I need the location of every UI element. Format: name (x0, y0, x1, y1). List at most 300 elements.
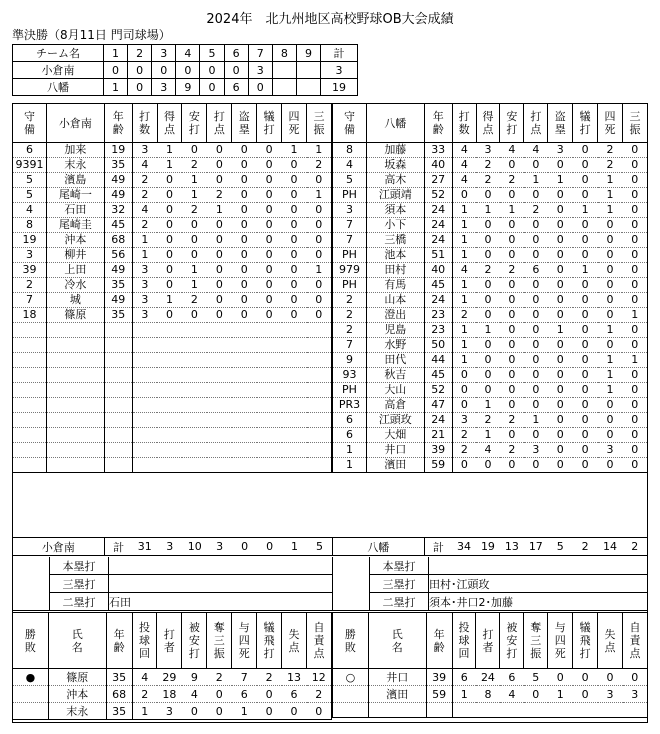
cell-sac: 0 (257, 173, 282, 188)
cell-pos: 2 (13, 278, 47, 293)
cell-r: 0 (476, 308, 500, 323)
inning-9: 9 (296, 45, 320, 62)
cell-sb: 1 (548, 323, 573, 338)
cell-r (157, 413, 182, 428)
cell-name (46, 398, 104, 413)
totals-label: 計 (424, 538, 452, 556)
cell-h: 0 (182, 143, 207, 158)
cell-name (46, 323, 104, 338)
cell-ab: 0 (452, 398, 476, 413)
cell-sac: 0 (257, 248, 282, 263)
pitching-rows-home (333, 669, 648, 718)
cell-bb: 0 (282, 278, 307, 293)
cell-pos: 4 (13, 203, 47, 218)
cell-bb (282, 368, 307, 383)
cell-rbi: 2 (207, 188, 232, 203)
cell-name: 冷水 (46, 278, 104, 293)
cell-result: ○ (333, 669, 369, 686)
cell-ab: 3 (132, 308, 157, 323)
cell-so: 0 (622, 248, 647, 263)
cell-ab (132, 368, 157, 383)
cell-name: 柳井 (46, 248, 104, 263)
cell-age: 40 (424, 263, 452, 278)
header-sacrifices: 犠飛打 (573, 613, 598, 669)
cell-so: 2 (207, 669, 232, 686)
cell-age: 35 (104, 278, 132, 293)
cell-pos: 5 (13, 188, 47, 203)
triple-label: 三塁打 (370, 575, 429, 593)
cell-rbi: 0 (524, 218, 548, 233)
home-run-label: 本塁打 (50, 557, 109, 575)
cell-h: 4 (500, 686, 524, 703)
cell-r (157, 428, 182, 443)
cell-h (182, 398, 207, 413)
table-row (13, 308, 332, 323)
cell-pos: PH (333, 278, 367, 293)
cell-h: 0 (500, 248, 524, 263)
table-row (333, 293, 648, 308)
cell-sac: 0 (257, 158, 282, 173)
cell-bb: 0 (282, 248, 307, 263)
cell-r: 1 (476, 323, 500, 338)
cell-pos: 9391 (13, 158, 47, 173)
cell-sac: 0 (257, 308, 282, 323)
cell-r (157, 368, 182, 383)
table-row (333, 158, 648, 173)
triple-value (109, 575, 333, 593)
cell-sb: 0 (548, 248, 573, 263)
cell-pos: 2 (333, 323, 367, 338)
cell-h (182, 353, 207, 368)
cell-sac: 0 (573, 158, 598, 173)
header-team: 小倉南 (46, 104, 104, 143)
totals-strikeouts: 5 (307, 538, 332, 556)
cell-sb: 0 (548, 443, 573, 458)
cell-sac: 0 (573, 368, 598, 383)
cell-so: 0 (307, 248, 332, 263)
cell-sb: 0 (232, 158, 257, 173)
cell-sac: 0 (573, 248, 598, 263)
cell-name: 末永 (46, 158, 104, 173)
cell-bb: 0 (282, 233, 307, 248)
cell-ab: 1 (452, 233, 476, 248)
cell-so (307, 323, 332, 338)
cell-bb: 1 (598, 188, 623, 203)
cell-sac (257, 458, 282, 473)
cell-age (104, 338, 132, 353)
cell-r: 1 (157, 143, 182, 158)
cell-bb: 0 (598, 413, 623, 428)
totals-sacrifice: 0 (257, 538, 282, 556)
cell-age: 35 (104, 158, 132, 173)
inning-score: 3 (152, 79, 176, 96)
cell-bb: 0 (598, 293, 623, 308)
cell-sf: 2 (257, 669, 282, 686)
cell-so (307, 353, 332, 368)
cell-sac: 0 (257, 143, 282, 158)
cell-sb: 0 (232, 143, 257, 158)
cell-pos: 2 (333, 308, 367, 323)
inning-7: 7 (248, 45, 272, 62)
cell-bb: 3 (598, 443, 623, 458)
table-row (13, 669, 332, 686)
cell-so: 1 (622, 353, 647, 368)
cell-rbi: 0 (524, 293, 548, 308)
cell-sac: 1 (573, 263, 598, 278)
cell-sac: 0 (573, 143, 598, 158)
cell-so: 0 (307, 233, 332, 248)
cell-age: 24 (424, 218, 452, 233)
cell-sac: 0 (573, 173, 598, 188)
cell-pos: 4 (333, 158, 367, 173)
cell-sb (232, 338, 257, 353)
cell-sac: 0 (257, 278, 282, 293)
cell-sac: 0 (257, 233, 282, 248)
cell-age: 56 (104, 248, 132, 263)
home-run-label: 本塁打 (370, 557, 429, 575)
cell-r: 0 (157, 308, 182, 323)
table-row (13, 428, 332, 443)
cell-pos (13, 368, 47, 383)
cell-r: 0 (476, 293, 500, 308)
cell-sb (232, 323, 257, 338)
cell-age: 59 (424, 458, 452, 473)
header-stolen-bases: 盗塁 (548, 104, 573, 143)
batting-totals-home (332, 537, 648, 556)
cell-pos: 8 (333, 143, 367, 158)
cell-r: 0 (282, 703, 307, 720)
batting-rows-home (333, 143, 648, 473)
cell-sb: 0 (232, 218, 257, 233)
cell-sb: 0 (548, 218, 573, 233)
cell-sb: 0 (232, 263, 257, 278)
cell-sb: 0 (548, 428, 573, 443)
pitching-table-home (332, 612, 648, 718)
pitching-rows-away (13, 669, 332, 720)
table-row (333, 308, 648, 323)
cell-name (46, 368, 104, 383)
cell-age (104, 383, 132, 398)
cell-bb: 1 (598, 323, 623, 338)
cell-r: 0 (157, 218, 182, 233)
table-row (333, 218, 648, 233)
cell-pos: PH (333, 188, 367, 203)
totals-row (333, 538, 648, 556)
cell-er: 2 (307, 686, 332, 703)
table-row (13, 703, 332, 720)
cell-h: 4 (182, 686, 207, 703)
cell-so: 0 (622, 428, 647, 443)
cell-bf: 8 (476, 686, 500, 703)
table-row (333, 368, 648, 383)
header-strikeouts: 奪三振 (207, 613, 232, 669)
cell-so (307, 458, 332, 473)
header-hits-allowed: 被安打 (500, 613, 524, 669)
cell-rbi (207, 338, 232, 353)
cell-sac: 0 (573, 338, 598, 353)
cell-bb (282, 338, 307, 353)
cell-sac: 0 (573, 383, 598, 398)
cell-age: 49 (104, 188, 132, 203)
totals-walks: 14 (598, 538, 623, 556)
cell-sb: 0 (548, 278, 573, 293)
cell-bb: 0 (598, 338, 623, 353)
total-score: 19 (321, 79, 358, 96)
cell-age: 27 (424, 173, 452, 188)
cell-rbi: 6 (524, 263, 548, 278)
cell-pos (13, 413, 47, 428)
cell-pos: 3 (13, 248, 47, 263)
cell-name: 濱田 (366, 458, 424, 473)
cell-bb: 0 (282, 158, 307, 173)
cell-name: 須本 (366, 203, 424, 218)
scoreboard-row-away (13, 62, 358, 79)
cell-r: 0 (476, 338, 500, 353)
table-row (333, 353, 648, 368)
cell-sb: 0 (232, 308, 257, 323)
cell-ab (132, 398, 157, 413)
cell-pos: 5 (13, 173, 47, 188)
cell-rbi: 0 (524, 188, 548, 203)
cell-age: 23 (424, 323, 452, 338)
cell-age: 45 (104, 218, 132, 233)
cell-bb: 2 (598, 143, 623, 158)
cell-sb: 0 (548, 353, 573, 368)
inning-3: 3 (152, 45, 176, 62)
cell-bb: 0 (598, 458, 623, 473)
cell-age: 49 (104, 263, 132, 278)
cell-pos: 93 (333, 368, 367, 383)
spacer (13, 593, 50, 611)
table-row (13, 218, 332, 233)
cell-r: 0 (476, 458, 500, 473)
cell-name: 田村 (366, 263, 424, 278)
cell-name: 石田 (46, 203, 104, 218)
totals-rbi: 3 (207, 538, 232, 556)
cell-age: 33 (424, 143, 452, 158)
cell-bb (282, 323, 307, 338)
cell-bb: 0 (548, 669, 573, 686)
cell-pos (13, 353, 47, 368)
cell-result (333, 703, 369, 718)
cell-pos: 6 (333, 413, 367, 428)
cell-sac: 0 (573, 218, 598, 233)
cell-age: 49 (104, 293, 132, 308)
cell-rbi (207, 443, 232, 458)
table-row (333, 143, 648, 158)
cell-bb (282, 383, 307, 398)
cell-ip: 2 (132, 686, 157, 703)
cell-r: 1 (476, 428, 500, 443)
cell-sac: 0 (573, 353, 598, 368)
cell-rbi (207, 383, 232, 398)
cell-ab (132, 413, 157, 428)
cell-h: 0 (182, 248, 207, 263)
cell-pos (13, 428, 47, 443)
cell-sac: 0 (257, 263, 282, 278)
cell-sb: 0 (548, 398, 573, 413)
cell-name: 井口 (368, 669, 426, 686)
cell-sb (232, 353, 257, 368)
cell-so (307, 398, 332, 413)
cell-sac: 0 (573, 458, 598, 473)
cell-so: 0 (622, 383, 647, 398)
inning-score: 0 (224, 62, 248, 79)
totals-at-bats: 34 (452, 538, 476, 556)
cell-sac (257, 323, 282, 338)
page-title: 2024年 北九州地区高校野球OB大会成績 (206, 12, 454, 27)
cell-age: 19 (104, 143, 132, 158)
cell-pos: 1 (333, 443, 367, 458)
cell-r: 6 (282, 686, 307, 703)
cell-sac (257, 428, 282, 443)
cell-r: 2 (476, 413, 500, 428)
cell-ab: 1 (132, 248, 157, 263)
cell-rbi: 0 (207, 173, 232, 188)
cell-sac: 0 (573, 233, 598, 248)
cell-sb: 0 (232, 233, 257, 248)
cell-name (46, 428, 104, 443)
table-row (13, 368, 332, 383)
cell-bb: 6 (232, 686, 257, 703)
cell-rbi (207, 323, 232, 338)
cell-h: 0 (500, 188, 524, 203)
table-row (13, 233, 332, 248)
cell-ab (132, 443, 157, 458)
cell-h: 2 (182, 203, 207, 218)
cell-name (46, 338, 104, 353)
cell-name: 井口 (366, 443, 424, 458)
inning-score (296, 62, 320, 79)
inning-score: 0 (176, 62, 200, 79)
cell-sb: 0 (548, 263, 573, 278)
cell-so: 0 (307, 173, 332, 188)
cell-bb: 1 (598, 173, 623, 188)
cell-sb: 0 (548, 383, 573, 398)
cell-pos: 979 (333, 263, 367, 278)
cell-so: 0 (524, 686, 548, 703)
cell-r (157, 458, 182, 473)
cell-r (598, 703, 623, 718)
inning-score: 0 (200, 79, 224, 96)
cell-name: 池本 (366, 248, 424, 263)
cell-age: 40 (424, 158, 452, 173)
cell-age: 35 (106, 703, 132, 720)
table-row (333, 173, 648, 188)
cell-name: 児島 (366, 323, 424, 338)
inning-4: 4 (176, 45, 200, 62)
cell-sb (232, 428, 257, 443)
totals-hits: 10 (182, 538, 207, 556)
inning-5: 5 (200, 45, 224, 62)
cell-pos: 2 (333, 293, 367, 308)
cell-so: 0 (622, 158, 647, 173)
cell-r: 2 (476, 263, 500, 278)
cell-ab: 2 (452, 308, 476, 323)
cell-sb: 0 (548, 233, 573, 248)
header-runs: 得点 (476, 104, 500, 143)
home-run-row (333, 557, 648, 575)
cell-ab: 2 (132, 218, 157, 233)
cell-sac (257, 383, 282, 398)
cell-so: 0 (622, 203, 647, 218)
table-row (333, 703, 648, 718)
totals-at-bats: 31 (132, 538, 157, 556)
cell-rbi: 0 (207, 293, 232, 308)
cell-bb: 1 (598, 353, 623, 368)
cell-rbi (207, 368, 232, 383)
cell-r: 0 (157, 173, 182, 188)
cell-rbi (207, 458, 232, 473)
header-runs: 失点 (598, 613, 623, 669)
cell-sf: 0 (573, 669, 598, 686)
inning-score (296, 79, 320, 96)
cell-age: 68 (106, 686, 132, 703)
triple-row (333, 575, 648, 593)
header-earned-runs: 自責点 (623, 613, 648, 669)
cell-name: 江頭靖 (366, 188, 424, 203)
cell-ab: 1 (452, 278, 476, 293)
cell-pos: 3 (333, 203, 367, 218)
table-row (333, 398, 648, 413)
table-row (333, 323, 648, 338)
cell-name: 濱田 (368, 686, 426, 703)
cell-sb (232, 458, 257, 473)
cell-bf: 18 (157, 686, 182, 703)
cell-bf: 29 (157, 669, 182, 686)
table-row (13, 458, 332, 473)
inning-score (272, 62, 296, 79)
header-hits: 安打 (500, 104, 524, 143)
cell-pos (13, 383, 47, 398)
cell-sb: 0 (232, 203, 257, 218)
cell-sac: 1 (573, 203, 598, 218)
cell-so: 1 (307, 263, 332, 278)
cell-sb: 0 (232, 173, 257, 188)
cell-so (307, 368, 332, 383)
cell-bb: 0 (282, 203, 307, 218)
cell-ip (452, 703, 476, 718)
cell-sac (257, 368, 282, 383)
cell-so: 5 (524, 669, 548, 686)
cell-name: 高木 (366, 173, 424, 188)
cell-so: 1 (307, 143, 332, 158)
inning-2: 2 (128, 45, 152, 62)
cell-h (182, 383, 207, 398)
table-row (333, 338, 648, 353)
cell-rbi: 0 (524, 458, 548, 473)
cell-name: 坂森 (366, 158, 424, 173)
cell-ab (132, 383, 157, 398)
cell-age: 21 (424, 428, 452, 443)
cell-age: 32 (104, 203, 132, 218)
cell-so: 0 (622, 188, 647, 203)
inning-score: 0 (152, 62, 176, 79)
cell-pos: 5 (333, 173, 367, 188)
cell-bb: 0 (598, 398, 623, 413)
header-at-bats: 打数 (132, 104, 157, 143)
cell-ab: 3 (452, 413, 476, 428)
cell-name: 水野 (366, 338, 424, 353)
cell-bb (282, 458, 307, 473)
cell-so: 0 (622, 293, 647, 308)
cell-age (104, 353, 132, 368)
table-row (333, 263, 648, 278)
cell-pos: PH (333, 383, 367, 398)
spacer (333, 557, 370, 575)
cell-name: 城 (46, 293, 104, 308)
cell-pos: 6 (333, 428, 367, 443)
